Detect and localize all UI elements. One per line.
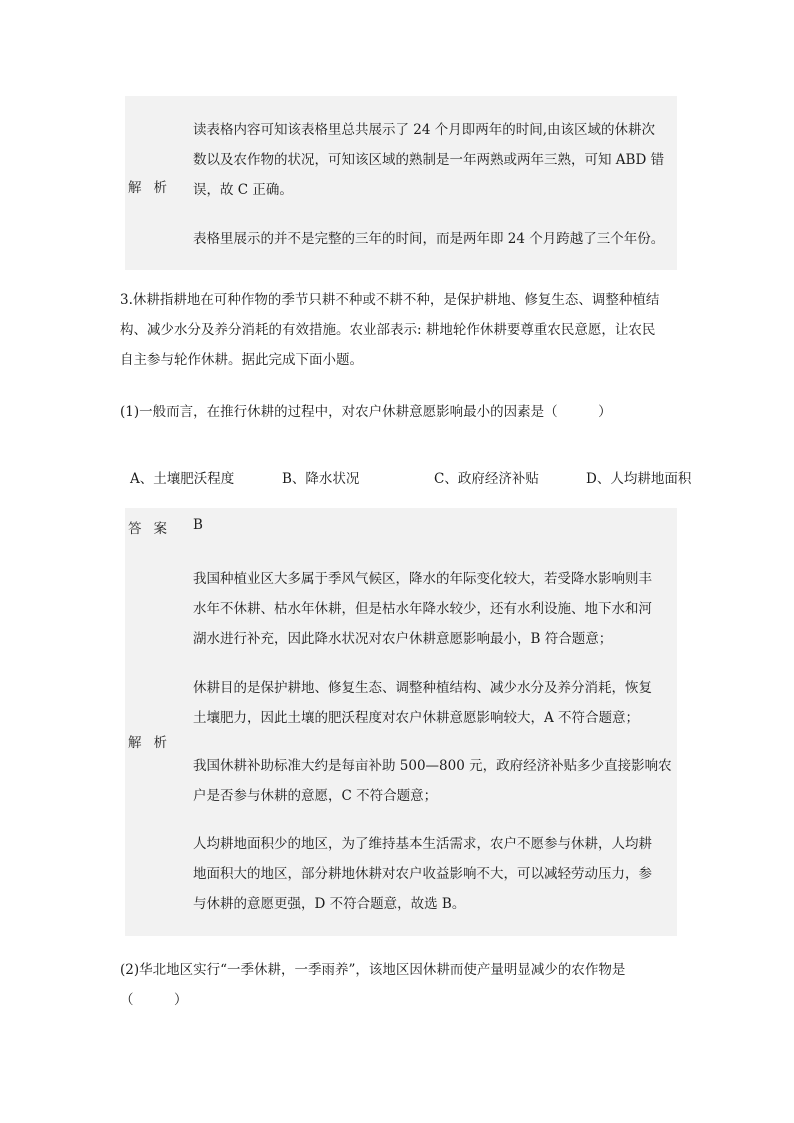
answer-label: 答 案 <box>128 521 167 537</box>
text-line: 3.休耕指耕地在可种作物的季节只耕不种或不耕不种，是保护耕地、修复生态、调整种植结 <box>120 292 660 308</box>
text-line: 读表格内容可知该表格里总共展示了 24 个月即两年的时间,由该区域的休耕次 <box>193 122 656 138</box>
analysis-paragraph-1 <box>193 564 685 654</box>
analysis-paragraph-2 <box>193 673 685 733</box>
text-line: 土壤肥力，因此土壤的肥沃程度对农户休耕意愿影响较大，A 不符合题意； <box>193 710 640 726</box>
text-line: 休耕目的是保护耕地、修复生态、调整种植结构、减少水分及养分消耗，恢复 <box>193 680 652 696</box>
text-line: （ ） <box>120 992 188 1008</box>
text-line: (2)华北地区实行“一季休耕，一季雨养”，该地区因休耕而使产量明显减少的农作物是 <box>120 962 626 978</box>
text-line: 与休耕的意愿更强，D 不符合题意，故选 B。 <box>193 896 466 912</box>
text-line: 地面积大的地区，部分耕地休耕对农户收益影响不大，可以减轻劳动压力，参 <box>193 866 652 882</box>
analysis-label: 解 析 <box>128 735 167 751</box>
option-b: B、降水状况 <box>282 471 360 487</box>
text-line: 户是否参与休耕的意愿，C 不符合题意； <box>193 788 438 804</box>
analysis-paragraph-2 <box>193 224 685 254</box>
option-d: D、人均耕地面积 <box>586 471 692 487</box>
answer-value: B <box>193 517 203 533</box>
analysis-paragraph-3 <box>193 751 685 811</box>
sub-question-1: (1)一般而言，在推行休耕的过程中，对农户休耕意愿影响最小的因素是（ ） <box>120 404 612 420</box>
text-line: 我国种植业区大多属于季风气候区，降水的年际变化较大，若受降水影响则丰 <box>193 571 652 587</box>
option-c: C、政府经济补贴 <box>434 471 539 487</box>
text-line: 构、减少水分及养分消耗的有效措施。农业部表示: 耕地轮作休耕要尊重农民意愿，让农民 <box>120 322 656 338</box>
option-a: A、土壤肥沃程度 <box>130 471 235 487</box>
text-line: 湖水进行补充，因此降水状况对农户休耕意愿影响最小，B 符合题意； <box>193 631 613 647</box>
analysis-paragraph-1 <box>193 115 685 205</box>
text-line: 表格里展示的并不是完整的三年的时间，而是两年即 24 个月跨越了三个年份。 <box>193 231 665 247</box>
sub-question-2 <box>120 955 680 1015</box>
analysis-paragraph-4 <box>193 829 685 919</box>
text-line: 人均耕地面积少的地区，为了维持基本生活需求，农户不愿参与休耕，人均耕 <box>193 836 652 852</box>
question-3-intro <box>120 285 680 375</box>
text-line: 自主参与轮作休耕。据此完成下面小题。 <box>120 352 363 368</box>
text-line: 数以及农作物的状况，可知该区域的熟制是一年两熟或两年三熟，可知 ABD 错 <box>193 152 665 168</box>
text-line: 水年不休耕、枯水年休耕，但是枯水年降水较少，还有水利设施、地下水和河 <box>193 601 652 617</box>
text-line: 我国休耕补助标准大约是每亩补助 500—800 元，政府经济补贴多少直接影响农 <box>193 758 672 774</box>
answer-options <box>130 467 700 487</box>
text-line: 误，故 C 正确。 <box>193 182 293 198</box>
analysis-label: 解 析 <box>128 180 167 196</box>
